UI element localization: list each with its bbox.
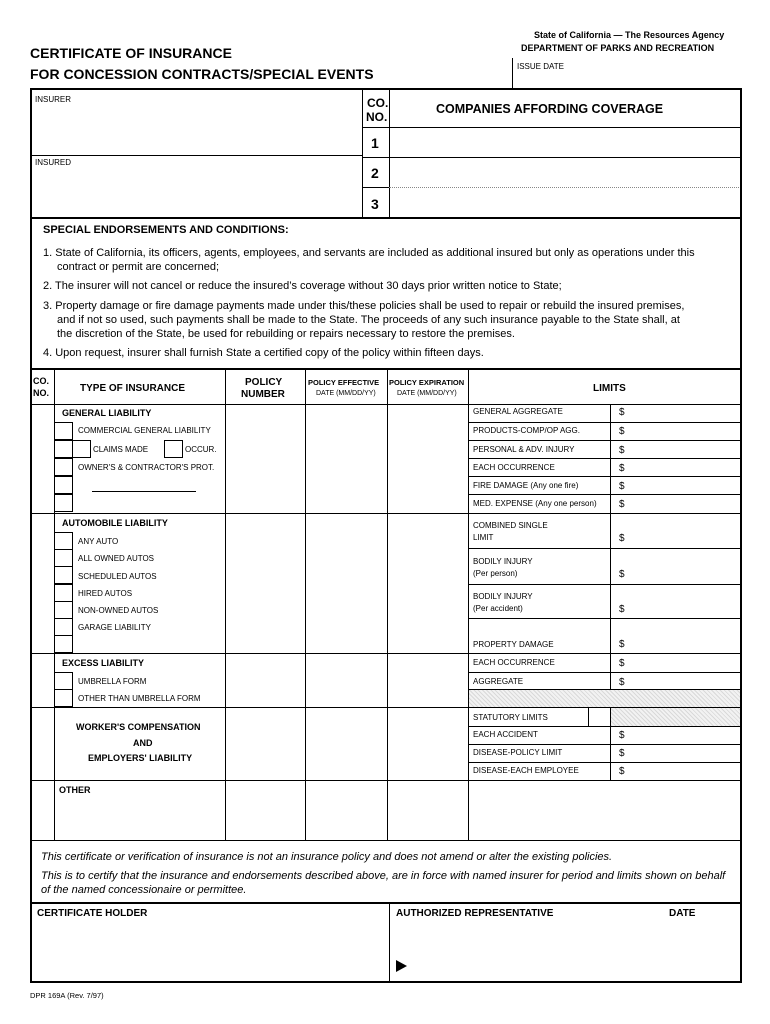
non-owned-autos-checkbox[interactable] [54,601,73,619]
all-owned-autos-label: ALL OWNED AUTOS [78,554,155,563]
col-co: CO. [33,376,50,386]
col-type-of-insurance: TYPE OF INSURANCE [80,383,186,394]
statutory-shaded-cell [611,708,741,726]
endorsement-3-line3: the discretion of the State, be used for rebuilding or repairs necessary to restore the premises. [57,328,515,340]
excess-each-occurrence-dollar: $ [619,658,625,669]
statutory-limits-label: STATUTORY LIMITS [473,713,548,722]
gl-each-occurrence-dollar: $ [619,463,625,474]
bodily-injury-person-sub: (Per person) [473,569,518,578]
col-expiration-date-format: DATE (MM/DD/YY) [397,390,457,397]
each-accident-dollar: $ [619,730,625,741]
combined-single-limit-label: LIMIT [473,533,494,542]
each-accident-label: EACH ACCIDENT [473,730,538,739]
endorsement-4-line1: 4. Upon request, insurer shall furnish State a certified copy of the policy within fifteen days. [43,347,484,359]
occur-checkbox[interactable] [164,440,183,458]
certificate-holder-label: CERTIFICATE HOLDER [37,908,148,919]
products-comp-dollar: $ [619,426,625,437]
general-liability-title: GENERAL LIABILITY [62,408,152,418]
signature-arrow-icon [396,960,407,972]
endorsement-1-line2: contract or permit are concerned; [57,261,220,273]
workers-comp-title-line2: AND [133,738,153,748]
other-than-umbrella-label: OTHER THAN UMBRELLA FORM [78,694,201,703]
col-number: NUMBER [241,389,285,400]
authorized-representative-label: AUTHORIZED REPRESENTATIVE [396,908,554,919]
other-label: OTHER [59,785,91,795]
disease-policy-limit-dollar: $ [619,748,625,759]
endorsement-1-line1: 1. State of California, its officers, agents, employees, and servants are included as additional insured but only as operations under this [43,247,695,259]
col-policy-expiration: POLICY EXPIRATION [389,378,465,387]
issue-date-field[interactable] [546,74,736,86]
disclaimer-line3: of the named concessionaire or permittee. [41,884,247,896]
agency-line2: DEPARTMENT OF PARKS AND RECREATION [521,43,715,53]
all-owned-autos-checkbox[interactable] [54,549,73,567]
form-title-line1: CERTIFICATE OF INSURANCE [30,45,232,61]
agency-line1: State of California — The Resources Agency [534,30,725,40]
scheduled-autos-label: SCHEDULED AUTOS [78,572,157,581]
owners-contractors-label: OWNER'S & CONTRACTOR'S PROT. [78,463,215,472]
co-label: CO. [367,96,389,110]
bodily-injury-person-label: BODILY INJURY [473,557,533,566]
garage-liability-checkbox[interactable] [54,618,73,636]
med-expense-label: MED. EXPENSE (Any one person) [473,499,597,508]
hired-autos-checkbox[interactable] [54,584,73,602]
company-number-2: 2 [371,165,379,181]
certificate-holder-field[interactable] [37,924,382,978]
insurer-label: INSURER [35,95,72,104]
companies-affording-coverage: COMPANIES AFFORDING COVERAGE [436,102,664,116]
med-expense-dollar: $ [619,499,625,510]
col-effective-date-format: DATE (MM/DD/YY) [316,390,376,397]
umbrella-form-label: UMBRELLA FORM [78,677,147,686]
bodily-injury-accident-label: BODILY INJURY [473,592,533,601]
scheduled-autos-checkbox[interactable] [54,566,73,584]
gl-other-checkbox[interactable] [54,476,73,494]
workers-comp-title-line1: WORKER'S COMPENSATION [76,722,201,732]
company-2-field[interactable] [394,160,736,184]
gl-each-occurrence-label: EACH OCCURRENCE [473,463,555,472]
any-auto-label: ANY AUTO [78,537,119,546]
general-aggregate-label: GENERAL AGGREGATE [473,407,563,416]
products-comp-label: PRODUCTS-COMP/OP AGG. [473,426,580,435]
claims-made-checkbox[interactable] [72,440,91,458]
property-damage-dollar: $ [619,639,625,650]
excess-shaded-row [469,690,741,707]
signature-field[interactable] [412,924,737,978]
occur-label: OCCUR. [185,445,217,454]
other-than-umbrella-checkbox[interactable] [54,689,73,707]
col-no: NO. [33,388,50,398]
bodily-injury-accident-sub: (Per accident) [473,604,523,613]
col-policy-effective: POLICY EFFECTIVE [308,378,380,387]
gl-other2-checkbox[interactable] [54,494,73,512]
company-number-3: 3 [371,196,379,212]
automobile-liability-title: AUTOMOBILE LIABILITY [62,518,168,528]
issue-date-label: ISSUE DATE [517,62,564,71]
disease-policy-limit-label: DISEASE-POLICY LIMIT [473,748,563,757]
disclaimer-line2: This is to certify that the insurance and endorsements described above, are in force with named insurer for period and limits shown on behalf [41,870,726,882]
fire-damage-dollar: $ [619,481,625,492]
auto-other-checkbox[interactable] [54,635,73,653]
commercial-general-liability-label: COMMERCIAL GENERAL LIABILITY [78,426,211,435]
umbrella-form-checkbox[interactable] [54,672,73,690]
col-limits: LIMITS [593,383,626,394]
excess-aggregate-dollar: $ [619,677,625,688]
hired-autos-label: HIRED AUTOS [78,589,133,598]
gl-row2-checkbox[interactable] [54,440,73,458]
form-title-line2: FOR CONCESSION CONTRACTS/SPECIAL EVENTS [30,66,374,82]
endorsement-3-line2: and if not so used, such payments shall be made to the State. The proceeds of any such insurance payable to the State shall, at [57,314,680,326]
company-1-field[interactable] [394,130,736,154]
general-aggregate-dollar: $ [619,407,625,418]
combined-single-dollar: $ [619,533,625,544]
excess-liability-title: EXCESS LIABILITY [62,658,145,668]
bodily-injury-person-dollar: $ [619,569,625,580]
disease-each-employee-label: DISEASE-EACH EMPLOYEE [473,766,579,775]
endorsement-3-line1: 3. Property damage or fire damage payments made under this/these policies shall be used to repair or rebuild the insured premises, [43,300,685,312]
bodily-injury-accident-dollar: $ [619,604,625,615]
company-3-field[interactable] [394,190,736,214]
insurer-field[interactable] [35,108,355,153]
insured-label: INSURED [35,158,72,167]
date-label: DATE [669,908,696,919]
endorsement-2-line1: 2. The insurer will not cancel or reduce the insured’s coverage without 30 days prior written notice to State; [43,280,562,292]
company-number-1: 1 [371,135,379,151]
garage-liability-label: GARAGE LIABILITY [78,623,151,632]
commercial-general-liability-checkbox[interactable] [54,422,73,440]
fire-damage-label: FIRE DAMAGE (Any one fire) [473,481,579,490]
disease-each-employee-dollar: $ [619,766,625,777]
excess-aggregate-label: AGGREGATE [473,677,524,686]
personal-adv-injury-dollar: $ [619,445,625,456]
insured-field[interactable] [35,172,355,214]
claims-made-label: CLAIMS MADE [93,445,149,454]
col-policy: POLICY [245,377,283,388]
excess-each-occurrence-label: EACH OCCURRENCE [473,658,555,667]
combined-single-label: COMBINED SINGLE [473,521,548,530]
no-label: NO. [366,110,388,124]
form-number: DPR 169A (Rev. 7/97) [30,991,104,1000]
owners-contractors-checkbox[interactable] [54,458,73,476]
personal-adv-injury-label: PERSONAL & ADV. INJURY [473,445,575,454]
endorsements-title: SPECIAL ENDORSEMENTS AND CONDITIONS: [43,224,289,236]
disclaimer-line1: This certificate or verification of insurance is not an insurance policy and does not amend or alter the existing policies. [41,851,613,863]
any-auto-checkbox[interactable] [54,532,73,550]
property-damage-label: PROPERTY DAMAGE [473,640,554,649]
workers-comp-title-line3: EMPLOYERS' LIABILITY [88,753,193,763]
non-owned-autos-label: NON-OWNED AUTOS [78,606,159,615]
